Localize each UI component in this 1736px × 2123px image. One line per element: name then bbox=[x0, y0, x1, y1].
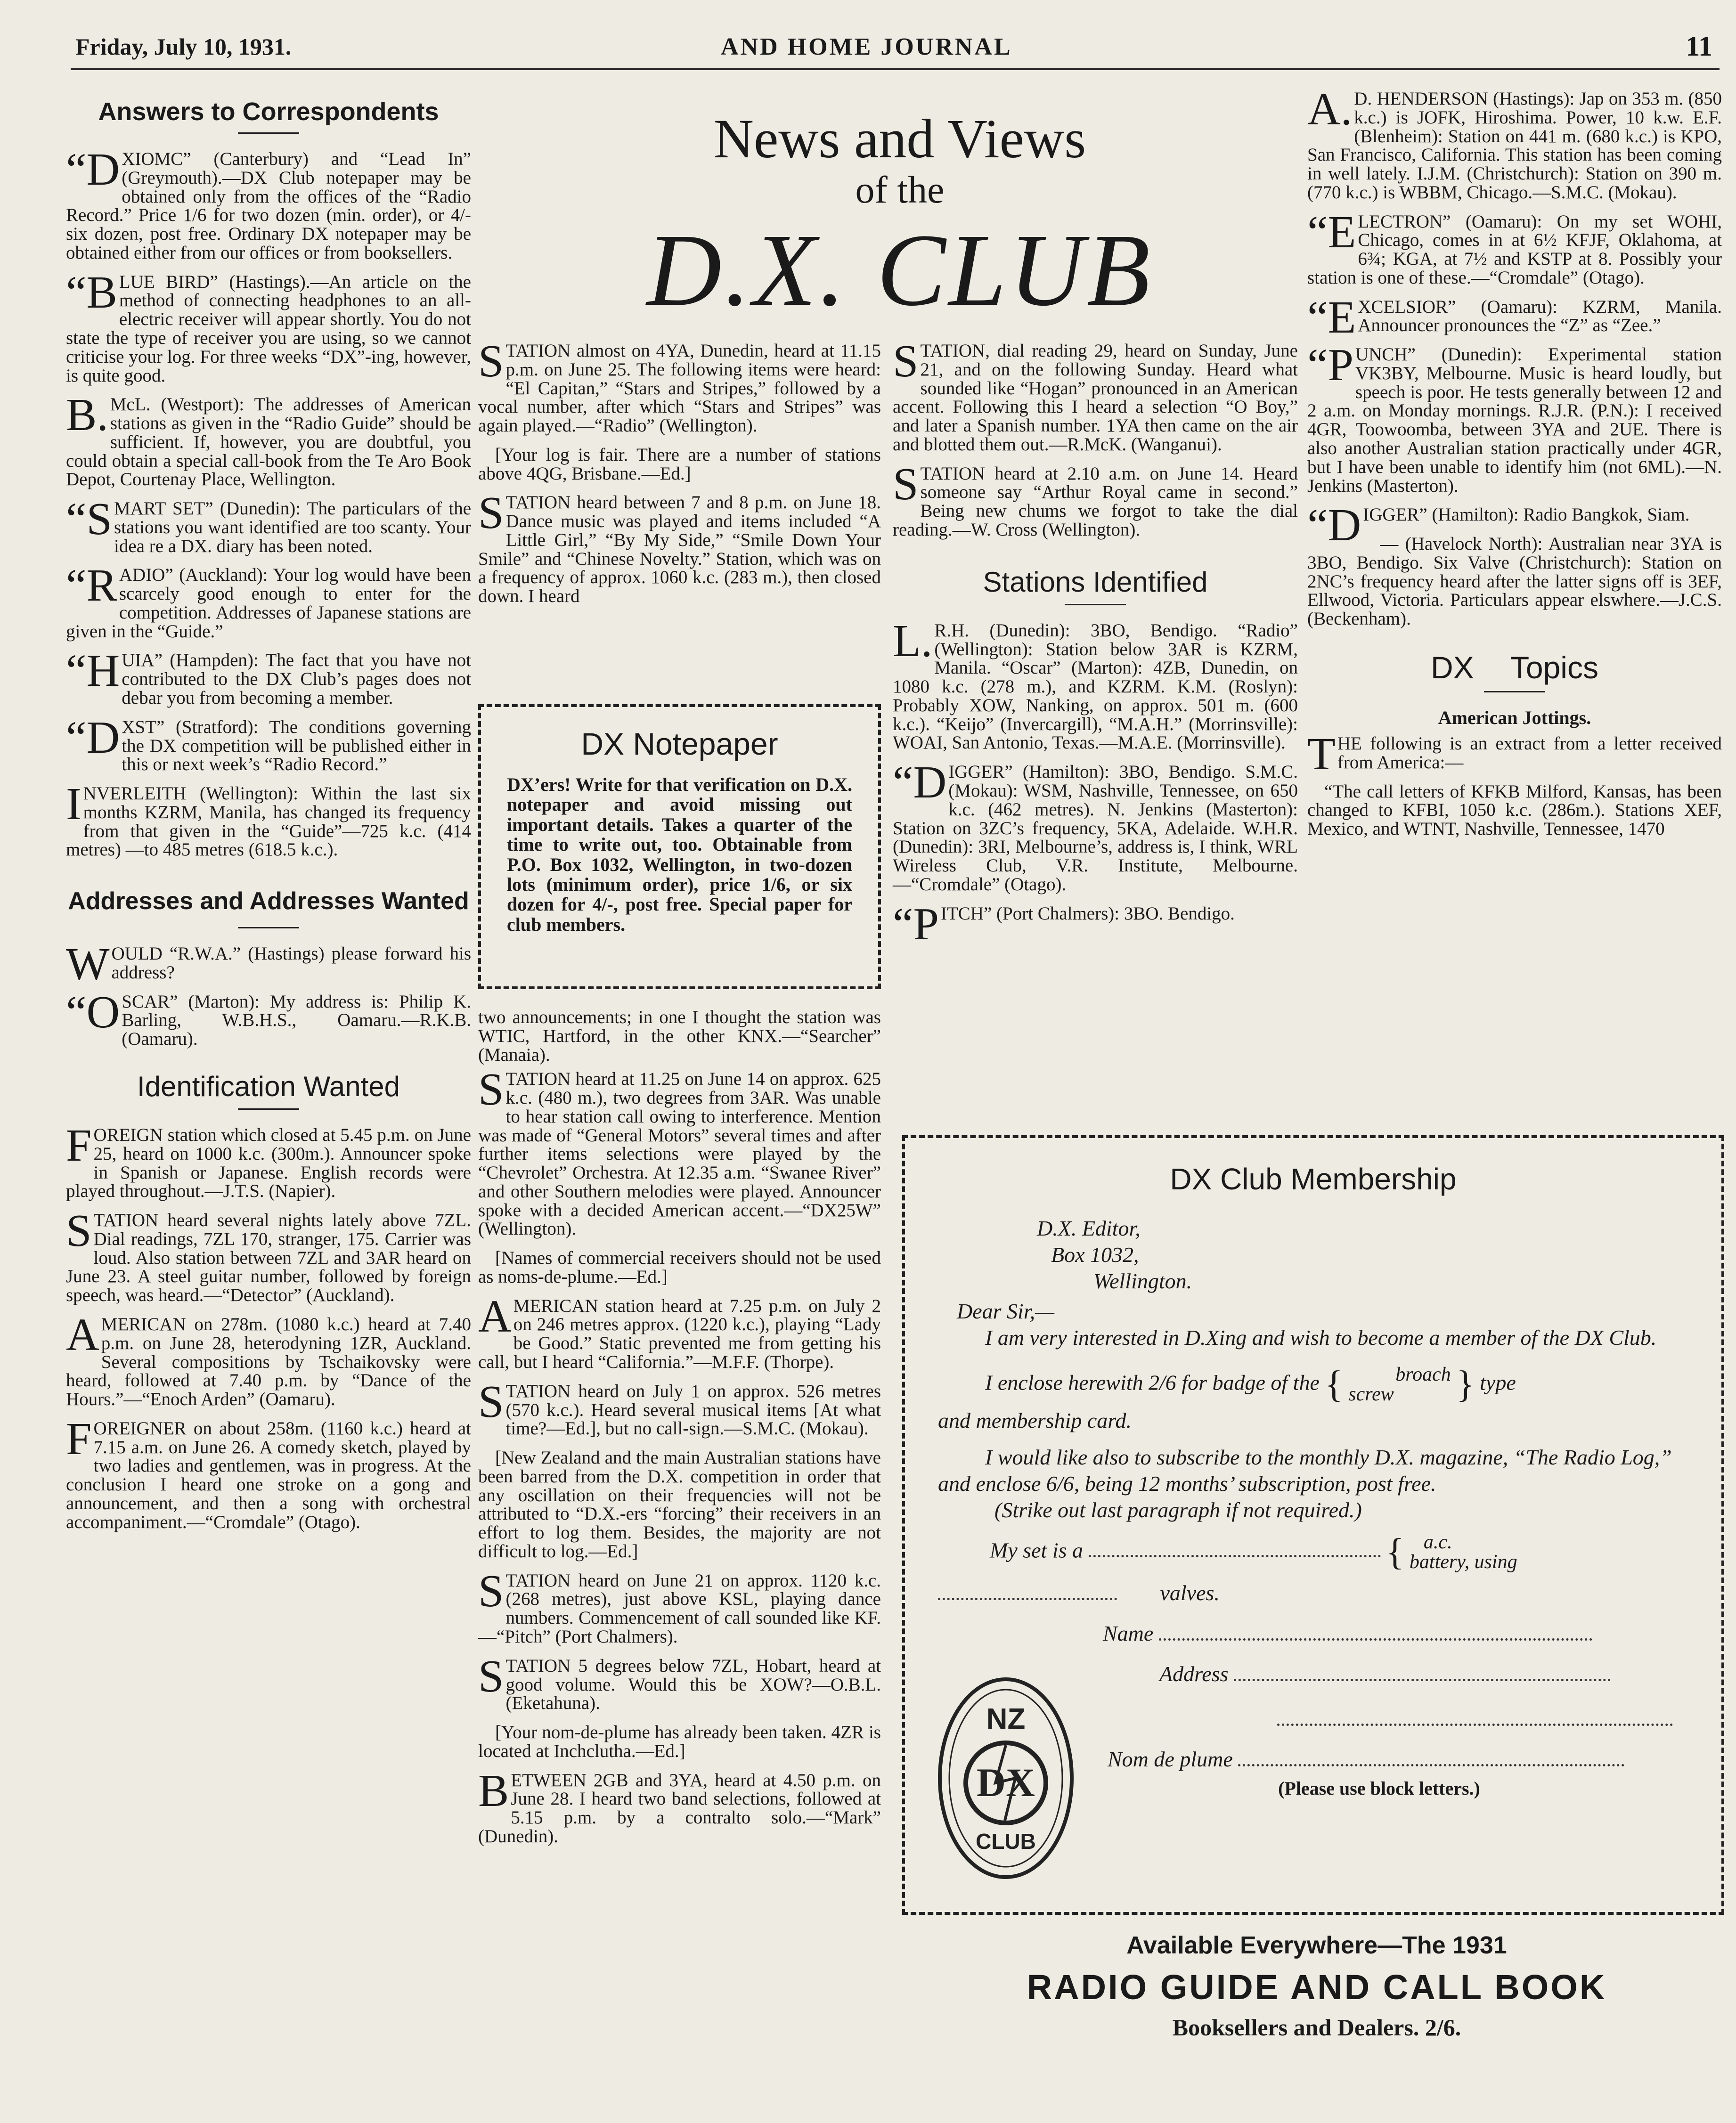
paragraph-text: XIOMC” (Canterbury) and “Lead In” (Greymouth).—DX Club notepaper may be obtained only from the offices of the “Radio Record.” Price 1/6 for two dozen (min. order), or 4/- six dozen, post free. Ordinary DX notepaper may be obtained either from our offices or from booksellers. bbox=[66, 149, 471, 263]
paragraph bbox=[478, 1376, 881, 1439]
heading-rule bbox=[238, 927, 299, 928]
address-label: Address bbox=[1159, 1662, 1229, 1686]
paragraph-text: TATION 5 degrees below 7ZL, Hobart, heard at good volume. Would this be XOW?—O.B.L. (Eketahuna). bbox=[505, 1655, 881, 1714]
paragraph-text: LECTRON” (Oamaru): On my set WOHI, Chicago, comes in at 6½ KFJF, Oklahoma, at 6¾; KGA, at 7½ and KSTP at 8. Possibly your station is one of these.—“Cromdale” (Otago). bbox=[1307, 211, 1722, 288]
call-book-advert bbox=[919, 1931, 1715, 2041]
header-rule bbox=[71, 68, 1720, 70]
editor-note: [Your log is fair. There are a number of stations above 4QG, Brisbane.—Ed.] bbox=[478, 444, 881, 484]
paragraph bbox=[478, 1651, 881, 1714]
page-number: 11 bbox=[1686, 31, 1712, 62]
membership-title: DX Club Membership bbox=[1170, 1162, 1457, 1196]
drop-cap: A. bbox=[1307, 84, 1353, 135]
notepaper-box bbox=[478, 704, 881, 989]
paragraph-text: McL. (Westport): The addresses of American stations as given in the “Radio Guide” should be sufficient. If, however, you are doubtful, you could obtain a special call-book from the Te Aro Book Depot, Courtenay Place, Wellington. bbox=[66, 394, 471, 490]
drop-cap: W bbox=[66, 939, 110, 990]
paragraph bbox=[66, 390, 471, 490]
editor-note: [New Zealand and the main Australian stations have been barred from the D.X. competition in order that any oscillation on their frequencies will not be attributed to “D.X.-ers “forcing” their receivers in an effort to log them. Besides, the majority are not difficult to log.—Ed.] bbox=[478, 1448, 881, 1562]
drop-cap: S bbox=[478, 1376, 504, 1427]
paragraph-text: OULD “R.W.A.” (Hastings) please forward his address? bbox=[111, 944, 471, 983]
drop-cap: B bbox=[478, 1765, 509, 1816]
issue-date: Friday, July 10, 1931. bbox=[75, 33, 292, 60]
address-field-2[interactable] bbox=[1277, 1724, 1673, 1726]
paragraph-text: UNCH” (Dunedin): Experimental station VK3BY, Melbourne. Music is heard loudly, but speech is poor. He tests generally between 12 and 2 a.m. on Monday mornings. R.J.R. (P.N.): I received 4GR, Toowoomba, between 3YA and 2UE. There is also another Australian station practically under 4GR, but I have been unable to identify him (not 6ML).—N. Jenkins (Masterton). bbox=[1307, 344, 1722, 496]
column-2-continued bbox=[478, 1008, 881, 1856]
stations-identified-list bbox=[893, 615, 1298, 950]
drop-cap: “P bbox=[893, 898, 939, 950]
editor-note: [Names of commercial receivers should not be used as noms-de-plume.—Ed.] bbox=[478, 1248, 881, 1287]
paragraph bbox=[478, 1064, 881, 1239]
column-4 bbox=[1307, 84, 1722, 849]
masthead-line1: News and Views bbox=[713, 108, 1086, 170]
paragraph-text: MART SET” (Dunedin): The particulars of the stations you want identified are too scanty. Your idea re a DX. diary has been noted. bbox=[114, 498, 471, 556]
drop-cap: T bbox=[1307, 729, 1336, 780]
drop-cap: I bbox=[66, 779, 82, 830]
valves-line bbox=[938, 1580, 1688, 1606]
option-broach[interactable]: broach bbox=[1395, 1364, 1451, 1386]
answers-list bbox=[66, 144, 471, 860]
address-field[interactable] bbox=[1234, 1679, 1611, 1681]
nom-de-plume-line bbox=[1108, 1746, 1688, 1773]
heading-rule bbox=[238, 132, 299, 134]
badge-type-text: type bbox=[1480, 1370, 1516, 1394]
paragraph-text: NVERLEITH (Wellington): Within the last six months KZRM, Manila, has changed its frequency from that given in the “Guide”—725 k.c. (414 metres) —to 485 metres (618.5 k.c.). bbox=[66, 783, 471, 860]
column-4-list bbox=[1307, 84, 1722, 629]
paragraph bbox=[66, 779, 471, 860]
advert-line1: Available Everywhere—The 1931 bbox=[1126, 1932, 1507, 1959]
logo-text-top: NZ bbox=[986, 1703, 1026, 1735]
drop-cap: S bbox=[893, 336, 919, 387]
paragraph bbox=[66, 1413, 471, 1532]
nom-de-plume-field[interactable] bbox=[1238, 1764, 1624, 1766]
paragraph-text: ADIO” (Auckland): Your log would have been scarcely good enough to enter for the competition. Addresses of Japanese stations are given in the “Guide.” bbox=[66, 565, 471, 642]
paragraph bbox=[66, 645, 471, 708]
logo-text-middle: DX bbox=[976, 1760, 1035, 1805]
heading-rule bbox=[1065, 604, 1126, 605]
option-screw[interactable]: screw bbox=[1348, 1383, 1394, 1406]
continued-paragraph: two announcements; in one I thought the station was WTIC, Hartford, in the other KNX.—“Searcher” (Manaia). bbox=[478, 1007, 881, 1065]
paragraph-text: OREIGNER on about 258m. (1160 k.c.) heard at 7.15 a.m. on June 26. A comedy sketch, played by two ladies and gentlemen, was in progress. At the conclusion I heard one stroke on a gong and announcement, and then a song with orchestral accompaniment.—“Cromdale” (Otago). bbox=[66, 1418, 471, 1532]
drop-cap: S bbox=[478, 336, 504, 387]
paragraph-text: LUE BIRD” (Hastings).—An article on the method of connecting headphones to an all-electric receiver will appear shortly. You do not state the type of receiver you are using, so we cannot criticise your log. For three weeks “DX”-ing, however, is quite good. bbox=[66, 271, 471, 386]
paragraph bbox=[66, 1205, 471, 1306]
drop-cap: S bbox=[478, 1651, 504, 1702]
drop-cap: F bbox=[66, 1120, 92, 1171]
editor-note: [Your nom-de-plume has already been taken. 4ZR is located at Inchclutha.—Ed.] bbox=[478, 1722, 881, 1761]
section-heading-stations-identified: Stations Identified bbox=[983, 566, 1208, 598]
nom-de-plume-label: Nom de plume bbox=[1108, 1747, 1233, 1771]
paragraph bbox=[1307, 84, 1722, 203]
column-3-top-list bbox=[893, 336, 1298, 540]
address-line-2 bbox=[1277, 1706, 1688, 1732]
drop-cap: “E bbox=[1307, 206, 1356, 258]
dx-club-logo bbox=[935, 1675, 1076, 1882]
paragraph-text: XCELSIOR” (Oamaru): KZRM, Manila. Announcer pronounces the “Z” as “Zee.” bbox=[1358, 296, 1722, 336]
column-3 bbox=[893, 336, 1298, 950]
paragraph bbox=[66, 144, 471, 263]
identification-list bbox=[66, 1120, 471, 1532]
drop-cap: A bbox=[478, 1291, 512, 1342]
drop-cap: S bbox=[478, 1565, 504, 1617]
paragraph: — (Havelock North): Australian near 3YA is 3BO, Bendigo. Six Valve (Christchurch): Station on 2NC’s frequency heard after the latter signs off is 3EF, Ellwood, Victoria. Particulars appear elswhere.—J.C.S. (Beckenham). bbox=[1307, 534, 1722, 629]
paragraph bbox=[893, 336, 1298, 455]
paragraph-text: XST” (Stratford): The conditions governing the DX competition will be published either in this or next week’s “Radio Record.” bbox=[122, 716, 471, 775]
section-heading-dx-topics: DX Topics bbox=[1431, 650, 1598, 685]
column-1 bbox=[66, 94, 471, 1542]
drop-cap: “S bbox=[66, 494, 112, 545]
strike-out-note: (Strike out last paragraph if not required.) bbox=[994, 1498, 1362, 1522]
paragraph bbox=[66, 939, 471, 990]
column-2-bottom-list bbox=[478, 1064, 881, 1846]
paragraph bbox=[66, 712, 471, 775]
column-2 bbox=[478, 336, 881, 616]
paragraph bbox=[66, 560, 471, 642]
membership-paragraph-1: I am very interested in D.Xing and wish to become a member of the DX Club. bbox=[985, 1326, 1657, 1350]
paragraph-text: IGGER” (Hamilton): 3BO, Bendigo. S.M.C. (Mokau): WSM, Nashville, Tennessee, on 650 k.c. (462 metres). N. Jenkins (Masterton): Station on 3ZC’s frequency, 5KA, Adelaide. W.H.R. (Dunedin): 3RI, Melbourne’s, address is, I think, WRL Wireless Club, V.R. Institute, Melbourne.—“Cromdale” (Otago). bbox=[893, 762, 1298, 895]
editor-address-line1: D.X. Editor, bbox=[1037, 1216, 1141, 1240]
option-ac[interactable]: a.c. bbox=[1423, 1531, 1452, 1554]
badge-text: I enclose herewith 2/6 for badge of the bbox=[985, 1370, 1320, 1394]
paragraph bbox=[893, 898, 1298, 950]
paragraph bbox=[478, 488, 881, 607]
editor-address-line2: Box 1032, bbox=[1051, 1243, 1139, 1267]
masthead-line2: of the bbox=[855, 168, 945, 211]
paragraph-text: UIA” (Hampden): The fact that you have not contributed to the DX Club’s pages does not debar you from becoming a member. bbox=[122, 650, 471, 708]
paragraph bbox=[66, 494, 471, 556]
heading-rule bbox=[238, 1108, 299, 1110]
paragraph-text: MERICAN station heard at 7.25 p.m. on July 2 on 246 metres approx. (1220 k.c.), playing “Lady be Good.” Static prevented me from getting his call, but I heard “California.”—M.F.F. (Thorpe). bbox=[478, 1295, 881, 1373]
paragraph-text: OREIGN station which closed at 5.45 p.m. on June 25, heard on 1000 k.c. (300m.). Announcer spoke in Spanish or Japanese. English records were played throughout.—J.T.S. (Napier). bbox=[66, 1125, 471, 1202]
paragraph bbox=[66, 1310, 471, 1410]
drop-cap: “D bbox=[1307, 500, 1361, 551]
addresses-list bbox=[66, 939, 471, 1049]
name-line bbox=[1103, 1620, 1688, 1647]
valves-field[interactable] bbox=[938, 1598, 1117, 1600]
paragraph-text: TATION heard several nights lately above 7ZL. Dial readings, 7ZL 170, stranger, 175. Carrier was loud. Also station between 7ZL and 3AR heard on June 23. A steel guitar number, followed by foreign speech, was heard.—“Detector” (Auckland). bbox=[66, 1210, 471, 1306]
paragraph-text: TATION heard at 11.25 on June 14 on approx. 625 k.c. (480 m.), two degrees from 3AR. Was unable to hear station call owing to interference. Mention was made of “General Motors” several times and after further items selections were played by the “Chevrolet” Orchestra. At 12.35 a.m. “Swanee River” and other Southern melodies were played. Announcer spoke with a decided American accent.—“DX25W” (Wellington). bbox=[478, 1069, 881, 1239]
name-label: Name bbox=[1103, 1621, 1154, 1646]
paragraph-text: ITCH” (Port Chalmers): 3BO. Bendigo. bbox=[941, 903, 1235, 924]
paragraph-text: MERICAN on 278m. (1080 k.c.) heard at 7.40 p.m. on June 28, heterodyning 1ZR, Auckland. Several compositions by Tschaikovsky were heard, followed at 7.40 p.m. by “Dance of the Hours.”—“Enoch Arden” (Oamaru). bbox=[66, 1314, 471, 1410]
paragraph: “The call letters of KFKB Milford, Kansas, has been changed to KFBI, 1050 k.c. (286m.). Stations XEF, Mexico, and WTNT, Nashville, Tennessee, 1470 bbox=[1307, 781, 1722, 839]
drop-cap: “B bbox=[66, 267, 117, 318]
set-type-field[interactable] bbox=[1089, 1555, 1381, 1557]
paragraph bbox=[478, 1765, 881, 1846]
drop-cap: “E bbox=[1307, 292, 1356, 343]
topics-list bbox=[1307, 729, 1722, 839]
paragraph bbox=[478, 336, 881, 436]
paragraph-text: TATION heard between 7 and 8 p.m. on June 18. Dance music was played and items included “A Little Girl,” “By My Side,” “Smile Down Your Smile” and “Chinese Novelty.” Station, which was on a frequency of approx. 1060 k.c. (283 m.), then closed down. I heard bbox=[478, 492, 881, 607]
subscription-paragraph: I would like also to subscribe to the monthly D.X. magazine, “The Radio Log,” and enclose 6/6, being 12 months’ subscription, post free. bbox=[938, 1445, 1672, 1496]
drop-cap: “D bbox=[893, 757, 947, 808]
paragraph-text: D. HENDERSON (Hastings): Jap on 353 m. (850 k.c.) is JOFK, Hiroshima. Power, 10 k.w. E.F. (Blenheim): Station on 441 m. (680 k.c.) is KPO, San Francisco, California. This station has been coming in well lately. I.J.M. (Christchurch): Station on 390 m. (770 k.c.) is WBBM, Chicago.—S.M.C. (Mokau). bbox=[1307, 89, 1722, 203]
drop-cap: S bbox=[66, 1205, 92, 1257]
paragraph bbox=[66, 986, 471, 1049]
badge-choice-line: I enclose herewith 2/6 for badge of the { broach screw } type bbox=[985, 1363, 1516, 1406]
paragraph-text: TATION heard on July 1 on approx. 526 metres (570 k.c.). Heard several musical items [At what time?—Ed.], but no call-sign.—S.M.C. (Mokau). bbox=[505, 1381, 881, 1439]
drop-cap: “D bbox=[66, 144, 120, 195]
drop-cap: L. bbox=[893, 615, 933, 667]
logo-text-bottom: CLUB bbox=[976, 1829, 1036, 1854]
subheading-american-jottings: American Jottings. bbox=[1438, 707, 1591, 729]
paragraph-text: TATION heard at 2.10 a.m. on June 14. Heard someone say “Arthur Royal came in second.” Being new chums we forgot to take the dial reading.—W. Cross (Wellington). bbox=[893, 463, 1298, 540]
drop-cap: “O bbox=[66, 986, 120, 1038]
paragraph bbox=[66, 1120, 471, 1202]
block-letters-note: (Please use block letters.) bbox=[1278, 1777, 1480, 1799]
name-field[interactable] bbox=[1159, 1638, 1592, 1641]
drop-cap: F bbox=[66, 1413, 92, 1464]
section-heading-answers: Answers to Correspondents bbox=[98, 98, 439, 126]
set-label: My set is a bbox=[990, 1537, 1084, 1562]
drop-cap: S bbox=[478, 1064, 504, 1115]
set-type-line: My set is a { a.c. battery, using bbox=[990, 1531, 1517, 1573]
paragraph-text: ETWEEN 2GB and 3YA, heard at 4.50 p.m. on June 28. I heard two band selections, followed at 5.15 p.m. by a contralto solo.—“Mark” (Dunedin). bbox=[478, 1770, 881, 1846]
salutation: Dear Sir,— bbox=[957, 1299, 1055, 1324]
paragraph bbox=[1307, 292, 1722, 343]
advert-line2: RADIO GUIDE AND CALL BOOK bbox=[1027, 1968, 1607, 2007]
notepaper-title: DX Notepaper bbox=[581, 726, 778, 761]
column-2-top-list bbox=[478, 336, 881, 607]
drop-cap: B. bbox=[66, 390, 108, 441]
paragraph-text: TATION heard on June 21 on approx. 1120 k.c. (268 metres), just above KSL, playing dance numbers. Commencement of call sounded like KF.—“Pitch” (Port Chalmers). bbox=[478, 1570, 881, 1647]
section-heading-addresses: Addresses and Addresses Wanted bbox=[68, 887, 469, 915]
option-battery[interactable]: battery, using bbox=[1409, 1551, 1517, 1573]
paragraph bbox=[478, 1565, 881, 1647]
paragraph bbox=[478, 1291, 881, 1373]
drop-cap: “R bbox=[66, 560, 117, 611]
paragraph bbox=[893, 458, 1298, 540]
paragraph bbox=[893, 757, 1298, 895]
paragraph bbox=[1307, 500, 1722, 551]
drop-cap: A bbox=[66, 1310, 99, 1361]
publication-title: AND HOME JOURNAL bbox=[721, 33, 1012, 60]
paragraph-text: HE following is an extract from a letter received from America:— bbox=[1337, 733, 1722, 773]
paragraph bbox=[1307, 729, 1722, 780]
valves-label: valves. bbox=[1160, 1581, 1220, 1605]
drop-cap: “D bbox=[66, 712, 120, 763]
paragraph-text: TATION, dial reading 29, heard on Sunday, June 21, and on the following Sunday. Heard what sounded like “Hogan” pronounced in an American accent. Following this I heard a selection “O Boy,” and later a Spanish number. 1YA then came on the air and blotted them out.—R.McK. (Wanganui). bbox=[893, 341, 1298, 455]
drop-cap: “P bbox=[1307, 340, 1353, 391]
paragraph-text: SCAR” (Marton): My address is: Philip K. Barling, W.B.H.S., Oamaru.—R.K.B. (Oamaru). bbox=[122, 991, 471, 1049]
paragraph-text: TATION almost on 4YA, Dunedin, heard at 11.15 p.m. on June 25. The following items were heard: “El Capitan,” “Stars and Stripes,” followed by a vocal number, after which “Stars and Stripes” was again played.—“Radio” (Wellington). bbox=[478, 341, 881, 436]
paragraph bbox=[893, 615, 1298, 753]
paragraph bbox=[1307, 340, 1722, 496]
drop-cap: S bbox=[478, 488, 504, 539]
membership-card-text: and membership card. bbox=[938, 1408, 1132, 1433]
paragraph bbox=[66, 267, 471, 386]
paragraph bbox=[1307, 206, 1722, 288]
drop-cap: S bbox=[893, 458, 919, 510]
masthead bbox=[518, 108, 1281, 327]
notepaper-body: DX’ers! Write for that verification on D.X. notepaper and avoid missing out important details. Takes a quarter of the time to write out, too. Obtainable from P.O. Box 1032, Wellington, in two-dozen lots (minimum order), price 1/6, or six dozen for 4/-, post free. Special paper for club members. bbox=[507, 774, 852, 935]
paragraph-text: R.H. (Dunedin): 3BO, Bendigo. “Radio” (Wellington): Station below 3AR is KZRM, Manila. “Oscar” (Marton): 4ZB, Dunedin, on 1080 k.c. (278 m.), and KZRM. K.M. (Roslyn): Probably XOW, Nanking, on approx. 501 m. (600 k.c.). “Keijo” (Invercargill), “M.A.H.” (Morrinsville): WOAI, San Antonio, Texas.—M.A.E. (Morrinsville). bbox=[893, 620, 1298, 753]
masthead-title: D.X. CLUB bbox=[646, 212, 1153, 328]
paragraph-text: IGGER” (Hamilton): Radio Bangkok, Siam. bbox=[1363, 504, 1690, 525]
address-line bbox=[1159, 1661, 1688, 1687]
drop-cap: “H bbox=[66, 645, 120, 697]
editor-address-line3: Wellington. bbox=[1093, 1269, 1192, 1293]
section-heading-identification: Identification Wanted bbox=[137, 1070, 400, 1102]
advert-line3: Booksellers and Dealers. 2/6. bbox=[1172, 2014, 1461, 2041]
heading-rule bbox=[1484, 691, 1545, 692]
